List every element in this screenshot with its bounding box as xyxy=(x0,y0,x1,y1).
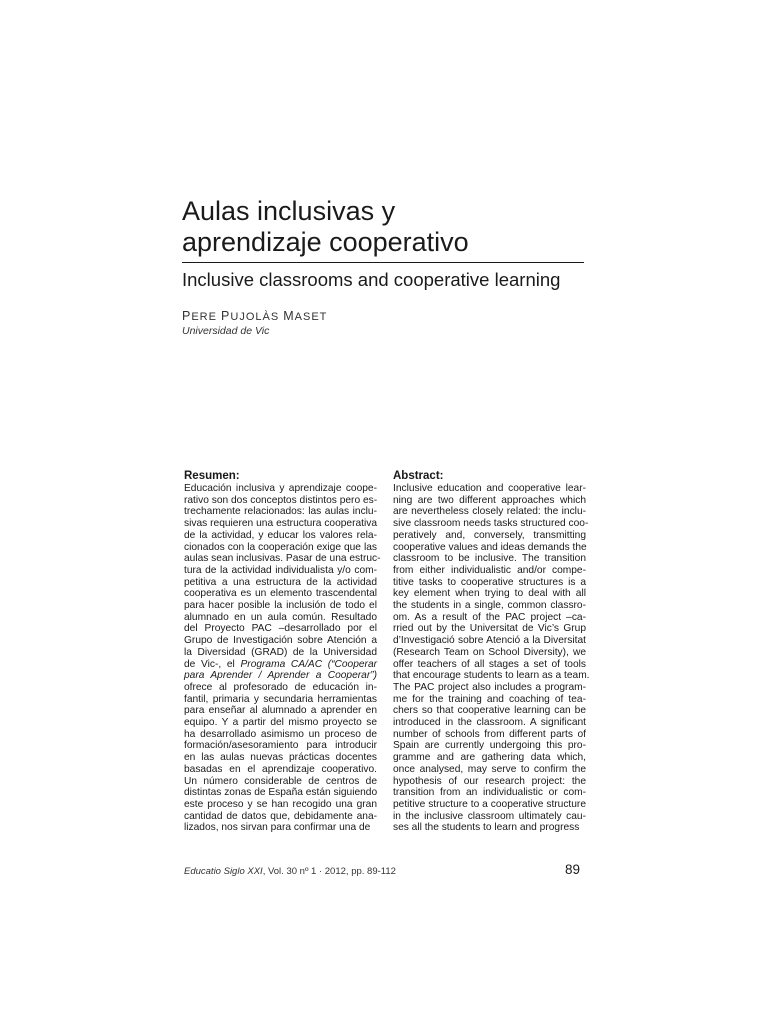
text-line: rativo son dos conceptos distintos pero es- xyxy=(184,494,378,506)
text-line: trechamente relacionados: las aulas inclu- xyxy=(184,506,377,518)
text-line: chers so that cooperative learning can be xyxy=(393,705,586,717)
abstract-text xyxy=(393,483,590,834)
resumen-text xyxy=(184,483,381,834)
text-line: sive classroom needs tasks structured coo- xyxy=(393,518,589,530)
text-line: key element when trying to deal with all xyxy=(393,588,586,600)
title-line-1: Aulas inclusivas y xyxy=(182,196,396,226)
text-line: ses all the students to learn and progress xyxy=(393,822,580,834)
abstract-heading: Abstract: xyxy=(393,470,444,482)
text-line: classroom to be inclusive. The transition xyxy=(393,553,586,565)
resumen-section xyxy=(184,470,381,834)
text-line: d’Investigació sobre Atenció a la Diversitat xyxy=(393,635,586,647)
text-line: ofrece al profesorado de educación in- xyxy=(184,681,377,693)
text-line: sivas requieren una estructura cooperativa xyxy=(184,518,377,530)
text-line: tura de la actividad individualista y/o com- xyxy=(184,564,377,576)
text-line: equipo. Y a partir del mismo proyecto se xyxy=(184,717,377,729)
text-line: Un número considerable de centros de xyxy=(184,775,377,787)
text-line: (Research Team on School Diversity), we xyxy=(393,646,586,658)
text-line: distintas zonas de España están siguiendo xyxy=(184,787,378,799)
text-line: ha desarrollado asimismo un proceso de xyxy=(184,728,377,740)
text-line: from either individualistic and/or compe- xyxy=(393,564,586,576)
text-line: the students in a single, common classro- xyxy=(393,600,586,612)
text-line: Educación inclusiva y aprendizaje coope- xyxy=(184,483,377,494)
article-subtitle: Inclusive classrooms and cooperative learning xyxy=(182,269,561,290)
text-line: in the inclusive classroom ultimately cau- xyxy=(393,810,586,822)
title-divider xyxy=(182,262,584,263)
text-line: once analysed, may serve to confirm the xyxy=(393,763,586,775)
title-line-2: aprendizaje cooperativo xyxy=(182,227,469,257)
text-line: om. As a result of the PAC project –ca- xyxy=(393,611,586,623)
journal-name: Educatio Siglo XXI xyxy=(184,866,263,877)
text-line: cionados con la cooperación exige que las xyxy=(184,541,377,553)
text-line: Spain are currently undergoing this pro- xyxy=(393,740,586,752)
text-line: aulas sean inclusivas. Pasar de una estruc- xyxy=(184,553,381,565)
text-line: cantidad de datos que, debidamente ana- xyxy=(184,810,377,822)
text-line: introduced in the classroom. A significant xyxy=(393,717,586,729)
text-line: offer teachers of all stages a set of tools xyxy=(393,658,586,670)
journal-citation xyxy=(184,866,396,877)
text-line: para hacer posible la inclusión de todo el xyxy=(184,600,377,612)
author-name: PERE PUJOLÀS MASET xyxy=(182,309,328,323)
text-line: me for the training and coaching of tea- xyxy=(393,693,586,705)
citation-details: , Vol. 30 nº 1 · 2012, pp. 89-112 xyxy=(262,866,396,877)
text-line: peratively and, conversely, transmitting xyxy=(393,529,586,541)
text-line: ning are two different approaches which xyxy=(393,494,586,506)
text-line: rried out by the Universitat de Vic’s Grup xyxy=(393,623,586,635)
text-line: cooperative values and ideas demands the xyxy=(393,541,587,553)
author-affiliation: Universidad de Vic xyxy=(182,325,270,337)
page-number: 89 xyxy=(565,862,581,877)
text-line: number of schools from different parts of xyxy=(393,728,586,740)
text-line: Inclusive education and cooperative lear- xyxy=(393,483,586,494)
text-line: that encourage students to learn as a team. xyxy=(393,670,590,682)
text-line: de Vic-, el Programa CA/AC (“Cooperar xyxy=(184,658,378,670)
text-line: hypothesis of our research project: the xyxy=(393,775,586,787)
text-line: para enseñar al alumnado a aprender en xyxy=(184,705,377,717)
article-title xyxy=(182,196,592,258)
text-line: para Aprender / Aprender a Cooperar”) xyxy=(184,670,377,682)
text-line: del Proyecto PAC –desarrollado por el xyxy=(184,623,377,635)
text-line: basadas en el aprendizaje cooperativo. xyxy=(184,763,377,775)
text-line: en las aulas nuevas prácticas docentes xyxy=(184,752,377,764)
text-line: este proceso y se han recogido una gran xyxy=(184,798,377,810)
text-line: Grupo de Investigación sobre Atención a xyxy=(184,635,377,647)
text-line: petitiva a una estructura de la actividad xyxy=(184,576,377,588)
abstract-section xyxy=(393,470,590,834)
text-line: gramme and are gathering data which, xyxy=(393,752,586,764)
text-line: cooperativa es un elemento trascendental xyxy=(184,588,377,600)
text-line: titive tasks to cooperative structures is a xyxy=(393,576,586,588)
text-line: transition from an individualistic or com- xyxy=(393,787,586,799)
text-line: The PAC project also includes a program- xyxy=(393,681,586,693)
text-line: fantil, primaria y secundaria herramientas xyxy=(184,693,377,705)
text-line: petitive structure to a cooperative structure xyxy=(393,798,586,810)
resumen-heading: Resumen: xyxy=(184,470,240,482)
text-line: de la actividad, y educar los valores rela- xyxy=(184,529,377,541)
text-line: alumnado en un aula común. Resultado xyxy=(184,611,377,623)
text-line: formación/asesoramiento para introducir xyxy=(184,740,377,752)
text-line: la Diversidad (GRAD) de la Universidad xyxy=(184,646,377,658)
text-line: lizados, nos sirvan para confirmar una de xyxy=(184,822,371,834)
text-line: are nevertheless closely related: the inclu- xyxy=(393,506,586,518)
